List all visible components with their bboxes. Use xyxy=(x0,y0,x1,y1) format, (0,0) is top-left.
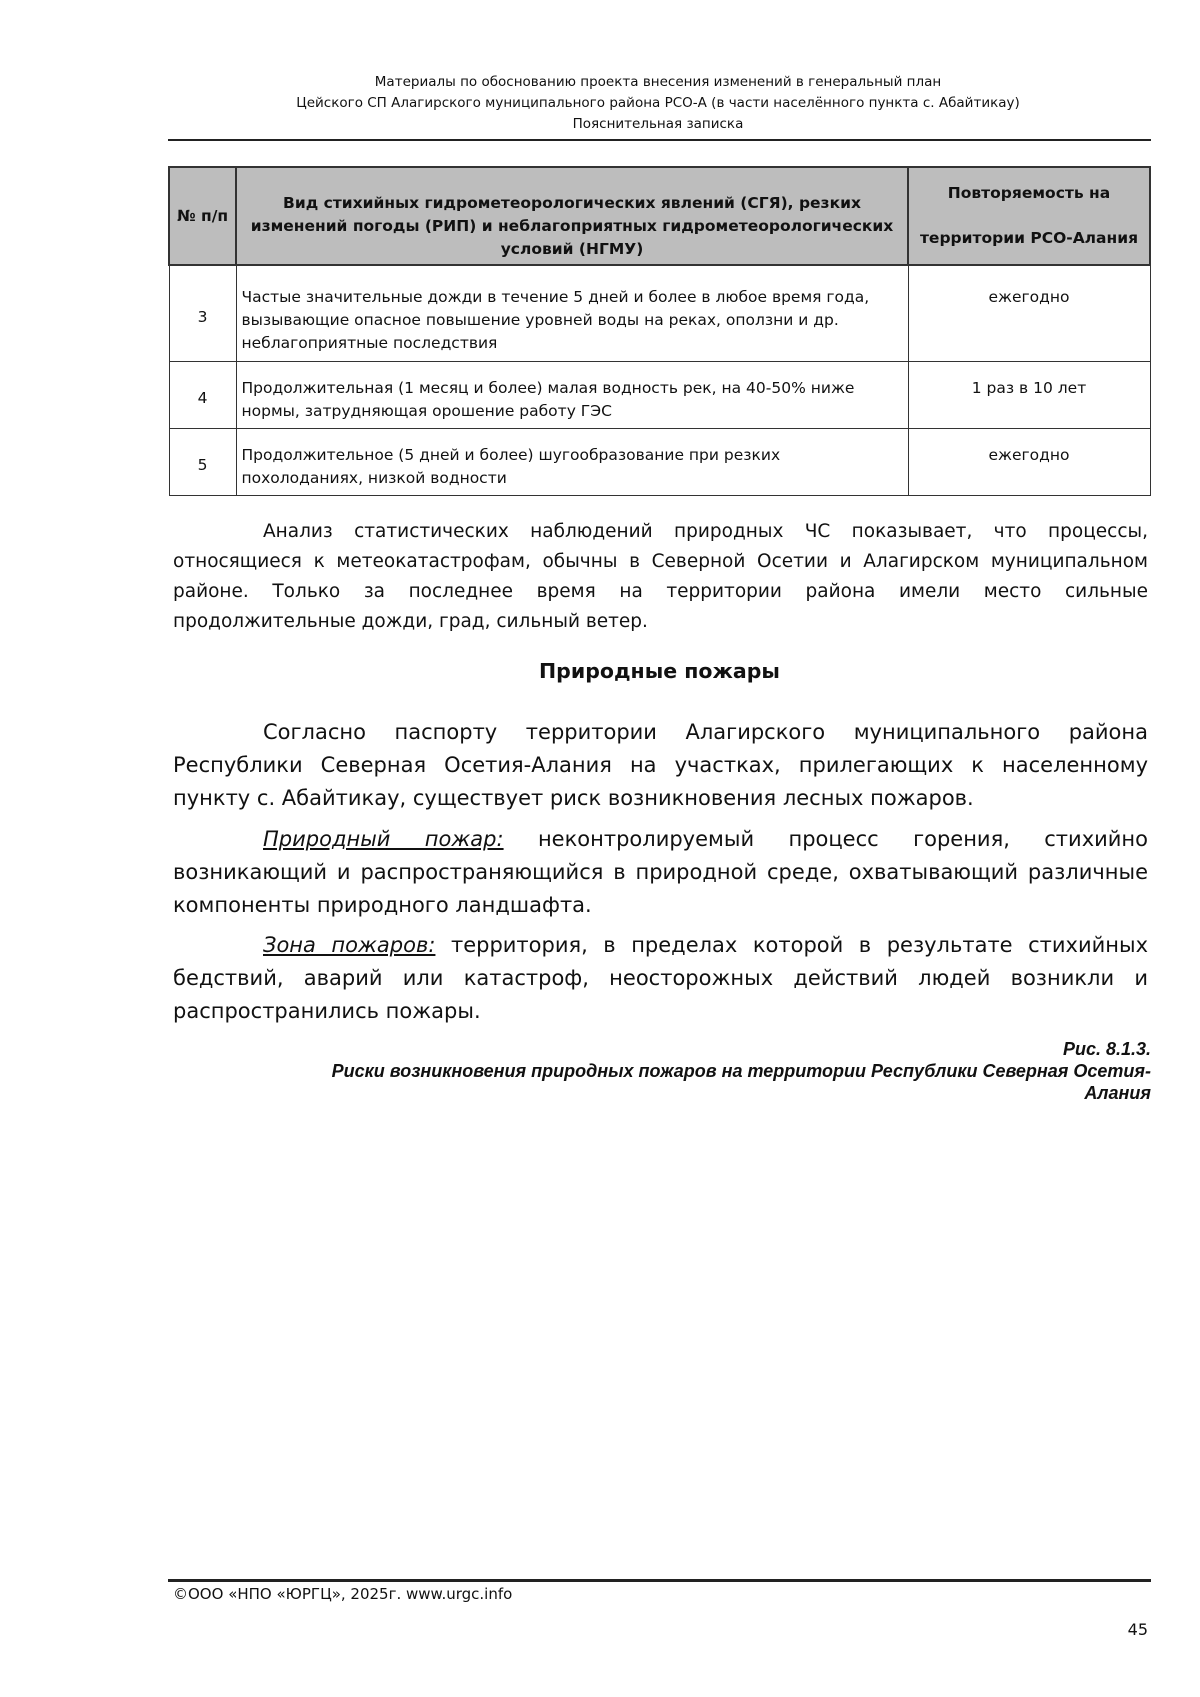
definition-term: Зона пожаров: xyxy=(263,933,436,957)
definition-term: Природный пожар: xyxy=(263,827,504,851)
passport-paragraph: Согласно паспорту территории Алагирского муниципального района Республики Северная Осетия-Алания на участках, прилегающих к населенному пункту с. Абайтикау, существует риск возникновения лесных пожаров. xyxy=(173,720,1148,810)
hazards-table xyxy=(168,166,1151,496)
figure-caption xyxy=(200,1038,1151,1104)
definition-text: территория, в пределах которой в результате стихийных бедствий, аварий или катастроф, неосторожных действий людей возникли и распространились пожары. xyxy=(173,933,1149,1023)
table-row xyxy=(169,265,1150,362)
row-num: 4 xyxy=(169,362,236,429)
header-repeat-line2: территории РСО-Алания xyxy=(919,229,1139,247)
header-num: № п/п xyxy=(169,167,236,265)
table-header-row xyxy=(169,167,1150,265)
header-kind: Вид стихийных гидрометеорологических явлений (СГЯ), резких изменений погоды (РИП) и неблагоприятных гидрометеорологических условий (НГМУ) xyxy=(236,167,908,265)
analysis-paragraph: Анализ статистических наблюдений природных ЧС показывает, что процессы, относящиеся к метеокатастрофам, обычны в Северной Осетии и Алагирском муниципальном районе. Только за последнее время на территории района имели место сильные продолжительные дожди, град, сильный ветер. xyxy=(173,521,1148,632)
header-repeat xyxy=(908,167,1150,265)
figure-title-line2: Алания xyxy=(1084,1083,1151,1103)
row-kind: Частые значительные дожди в течение 5 дней и более в любое время года, вызывающие опасное повышение уровней воды на реках, оползни и др. неблагоприятные последствия xyxy=(236,265,908,362)
footer-copyright: ©ООО «НПО «ЮРГЦ», 2025г. www.urgc.info xyxy=(173,1585,513,1603)
header-repeat-line1: Повторяемость на xyxy=(947,184,1111,202)
row-kind: Продолжительная (1 месяц и более) малая водность рек, на 40-50% ниже нормы, затрудняющая орошение работу ГЭС xyxy=(236,362,908,429)
definition-natural-fire xyxy=(173,823,1148,922)
row-repeat: 1 раз в 10 лет xyxy=(908,362,1150,429)
figure-label: Рис. 8.1.3. xyxy=(1062,1039,1151,1059)
row-repeat: ежегодно xyxy=(908,429,1150,496)
table-row xyxy=(169,362,1150,429)
header-line-2: Цейского СП Алагирского муниципального района РСО-А (в части населённого пункта с. Абайтикау) xyxy=(296,95,1020,111)
document-header xyxy=(168,72,1148,135)
row-num: 3 xyxy=(169,265,236,362)
header-line-3: Пояснительная записка xyxy=(572,116,744,132)
definition-text: неконтролируемый процесс горения, стихийно возникающий и распространяющийся в природной среде, охватывающий различные компоненты природного ландшафта. xyxy=(173,827,1148,917)
row-kind: Продолжительное (5 дней и более) шугообразование при резких похолоданиях, низкой водности xyxy=(236,429,908,496)
section-title: Природные пожары xyxy=(539,659,780,683)
table-row xyxy=(169,429,1150,496)
footer-divider xyxy=(168,1579,1151,1582)
definition-fire-zone xyxy=(173,929,1148,1028)
row-repeat: ежегодно xyxy=(908,265,1150,362)
header-line-1: Материалы по обоснованию проекта внесения изменений в генеральный план xyxy=(374,74,942,90)
page-number: 45 xyxy=(1127,1620,1148,1639)
header-divider xyxy=(168,139,1151,141)
figure-title-line1: Риски возникновения природных пожаров на территории Республики Северная Осетия- xyxy=(331,1061,1151,1081)
row-num: 5 xyxy=(169,429,236,496)
